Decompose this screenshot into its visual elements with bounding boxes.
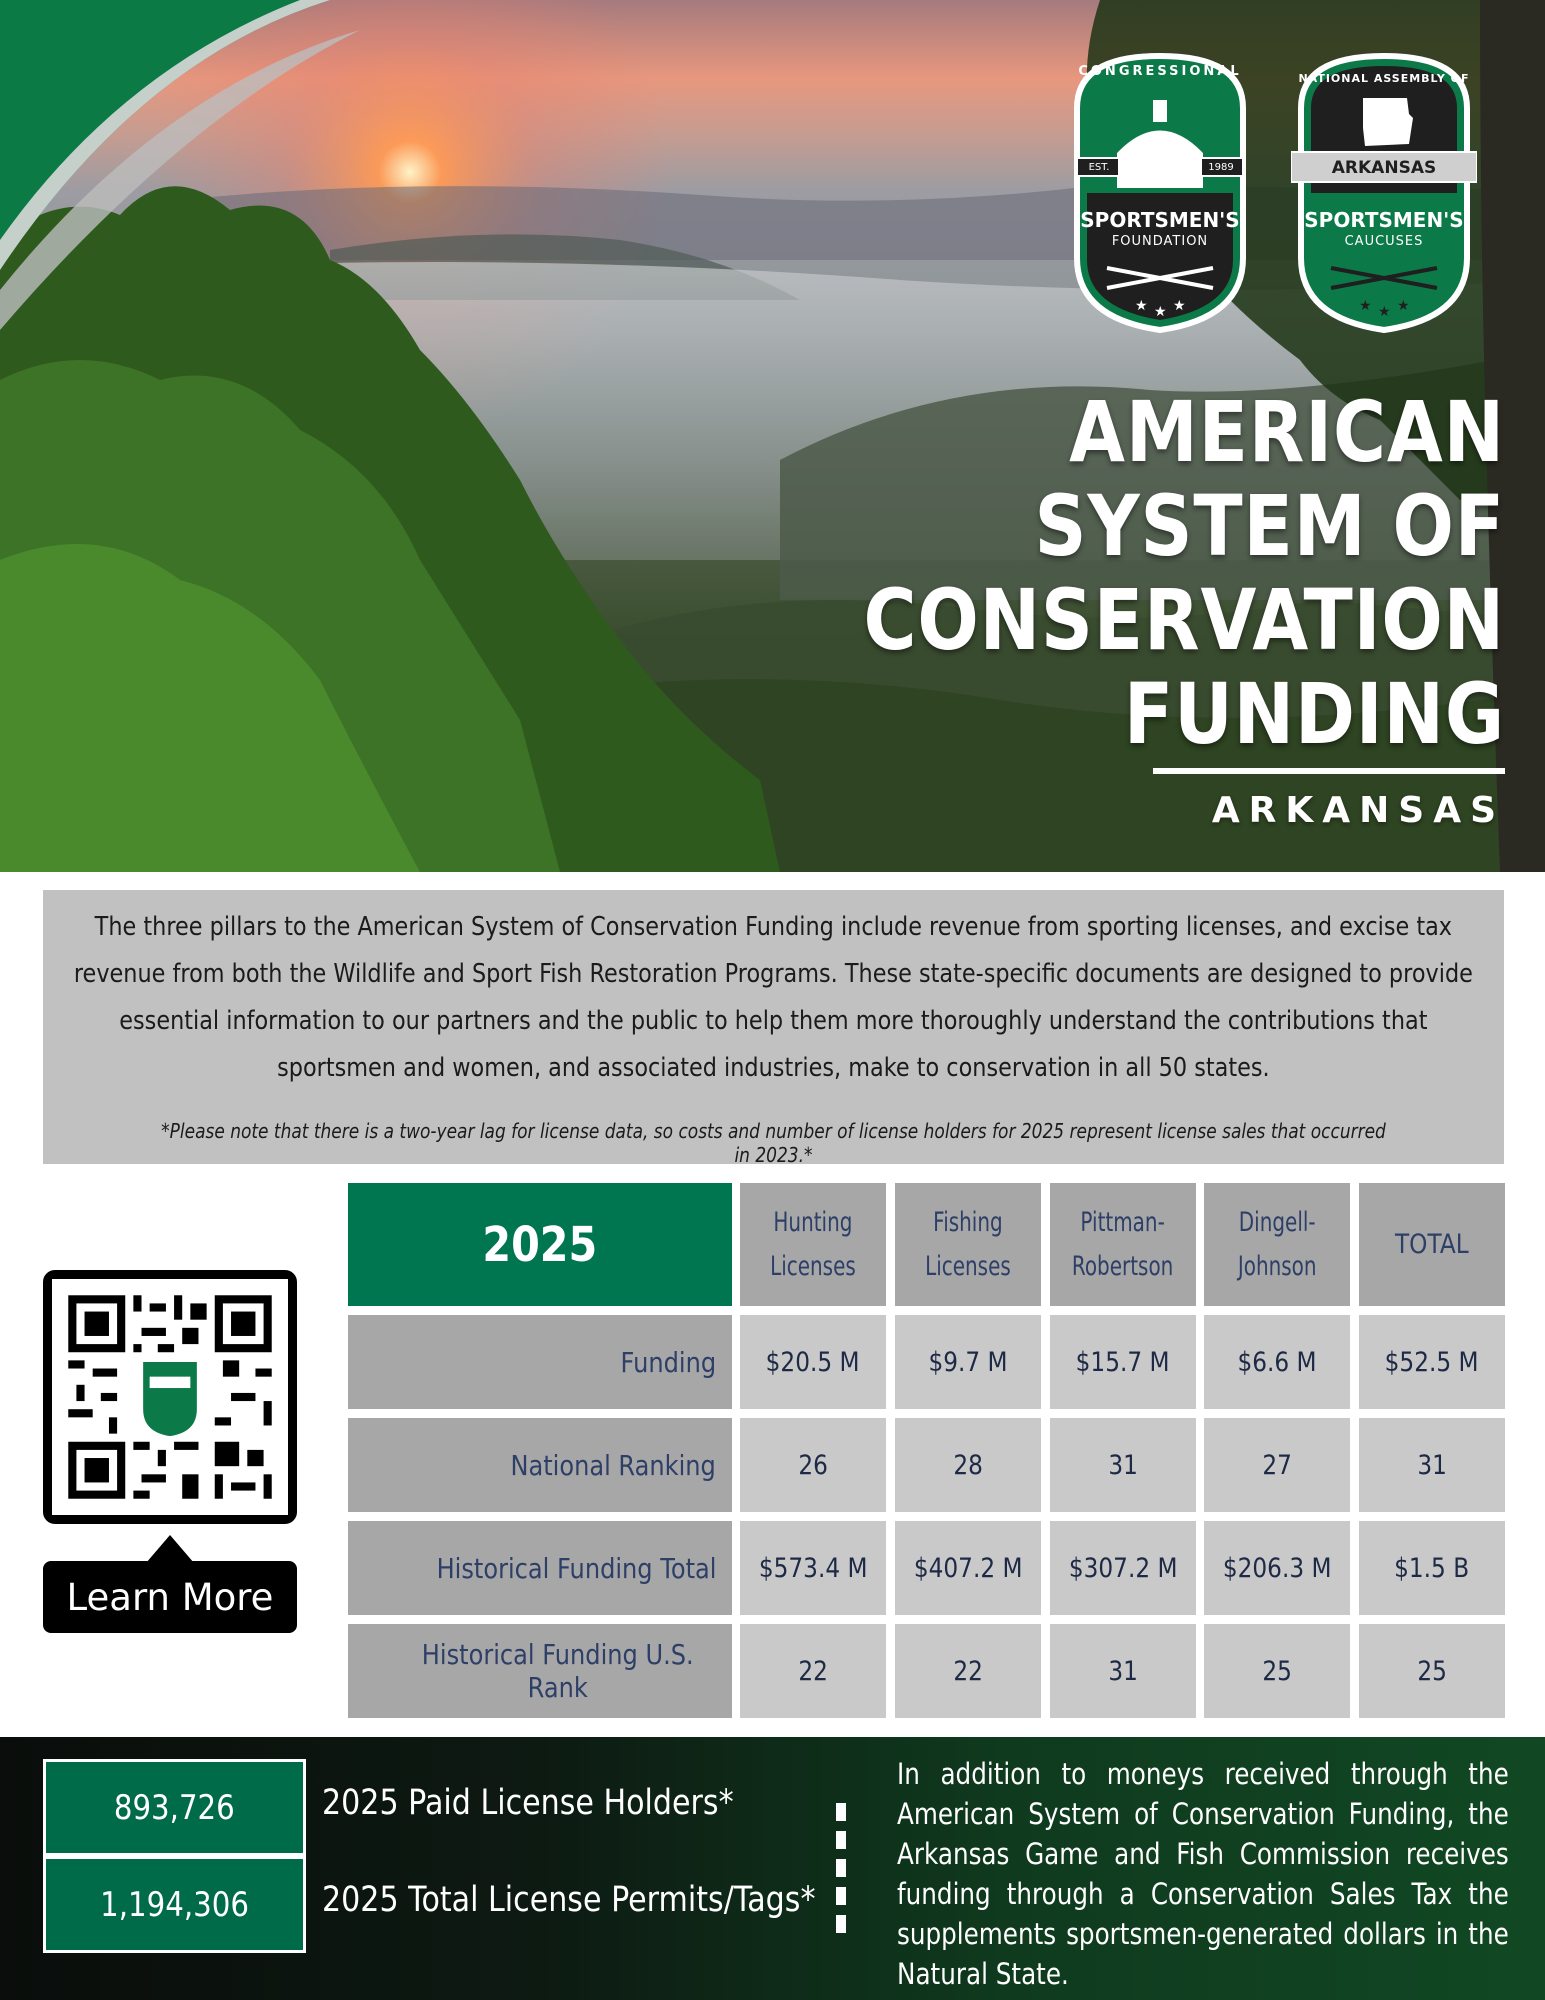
csf-logo <box>1067 48 1253 334</box>
learn-more-button[interactable]: Learn More <box>43 1561 297 1633</box>
title-divider <box>1153 768 1505 774</box>
qr-pointer-arrow <box>146 1535 194 1563</box>
title-line-4: FUNDING <box>1123 665 1505 763</box>
nasc-arc-text: NATIONAL ASSEMBLY OF <box>1298 72 1470 85</box>
table-cell: 31 <box>1050 1418 1196 1512</box>
table-cell: $52.5 M <box>1359 1315 1505 1409</box>
intro-paragraph: The three pillars to the American System of Conservation Funding include revenue from sporting licenses, and excise tax revenue from both the Wildlife and Sport Fish Restoration Programs. These state-specific documents are designed to provide essential information to our partners and the public to help them more thoroughly understand the contributions that sportsmen and women, and associated industries, make to conservation in all 50 states. <box>73 912 1474 1083</box>
csf-main-text: SPORTSMEN'S <box>1080 208 1240 232</box>
table-cell: 22 <box>895 1624 1041 1718</box>
hero-banner <box>0 0 1545 872</box>
table-cell: 27 <box>1204 1418 1350 1512</box>
column-header-total: TOTAL <box>1359 1183 1505 1306</box>
csf-arc-text: CONGRESSIONAL <box>1078 64 1242 79</box>
csf-est-label: EST. <box>1088 162 1110 173</box>
column-header-pittman-robertson: Pittman- Robertson <box>1050 1183 1196 1306</box>
row-label-historical-funding-total: Historical Funding Total <box>348 1521 732 1615</box>
nasc-logo <box>1291 48 1477 334</box>
table-cell: $15.7 M <box>1050 1315 1196 1409</box>
intro-box <box>43 890 1504 1167</box>
capitol-dome-icon <box>1067 48 1253 334</box>
row-label-funding: Funding <box>348 1315 732 1409</box>
table-cell: $206.3 M <box>1204 1521 1350 1615</box>
title-line-1: AMERICAN <box>1069 383 1505 481</box>
table-cell: 31 <box>1050 1624 1196 1718</box>
svg-text:★: ★ <box>1135 297 1148 313</box>
csf-sub-text: FOUNDATION <box>1111 234 1209 249</box>
table-cell: $9.7 M <box>895 1315 1041 1409</box>
row-label-national-ranking: National Ranking <box>348 1418 732 1512</box>
nasc-main-text: SPORTSMEN'S <box>1304 208 1464 232</box>
table-cell: 25 <box>1204 1624 1350 1718</box>
table-cell: $407.2 M <box>895 1521 1041 1615</box>
table-cell: 28 <box>895 1418 1041 1512</box>
state-name: ARKANSAS <box>1211 790 1505 831</box>
svg-text:★: ★ <box>1359 297 1372 313</box>
table-cell: $6.6 M <box>1204 1315 1350 1409</box>
table-cell: 26 <box>740 1418 886 1512</box>
table-cell: $20.5 M <box>740 1315 886 1409</box>
title-line-3: CONSERVATION <box>863 571 1505 669</box>
table-cell: $573.4 M <box>740 1521 886 1615</box>
page-title <box>759 385 1505 761</box>
row-label-historical-funding-rank: Historical Funding U.S. Rank <box>348 1624 732 1718</box>
qr-code[interactable] <box>43 1270 297 1524</box>
total-permits-label: 2025 Total License Permits/Tags* <box>322 1880 816 1920</box>
paid-license-holders-label: 2025 Paid License Holders* <box>322 1783 734 1823</box>
title-line-2: SYSTEM OF <box>1034 477 1505 575</box>
table-cell: $307.2 M <box>1050 1521 1196 1615</box>
csf-est-year: 1989 <box>1208 162 1234 173</box>
paid-license-holders-value: 893,726 <box>43 1759 306 1856</box>
svg-text:★: ★ <box>1154 303 1167 319</box>
total-permits-value: 1,194,306 <box>43 1856 306 1953</box>
column-header-dingell-johnson: Dingell- Johnson <box>1204 1183 1350 1306</box>
nasc-sub-text: CAUCUSES <box>1344 234 1424 249</box>
column-header-fishing: Fishing Licenses <box>895 1183 1041 1306</box>
nasc-banner-text: ARKANSAS <box>1331 158 1437 178</box>
svg-text:★: ★ <box>1397 297 1410 313</box>
dashed-divider <box>836 1803 846 1933</box>
table-cell: 22 <box>740 1624 886 1718</box>
table-cell: $1.5 B <box>1359 1521 1505 1615</box>
license-lag-note: *Please note that there is a two-year lag for license data, so costs and number of license holders for 2025 represent license sales that occurred in 2023.* <box>161 1119 1386 1167</box>
table-cell: 25 <box>1359 1624 1505 1718</box>
table-cell: 31 <box>1359 1418 1505 1512</box>
column-header-hunting: Hunting Licenses <box>740 1183 886 1306</box>
table-year-header: 2025 <box>348 1183 732 1306</box>
conservation-sales-tax-paragraph: In addition to moneys received through the American System of Conservation Funding, the Arkansas Game and Fish Commission receives funding through a Conservation Sales Tax the supplements sportsmen-generated dollars in the Natural State. <box>897 1757 1509 1991</box>
svg-text:★: ★ <box>1173 297 1186 313</box>
qr-code-icon <box>52 1279 288 1515</box>
arkansas-shield-icon <box>1291 48 1477 334</box>
svg-text:★: ★ <box>1378 303 1391 319</box>
